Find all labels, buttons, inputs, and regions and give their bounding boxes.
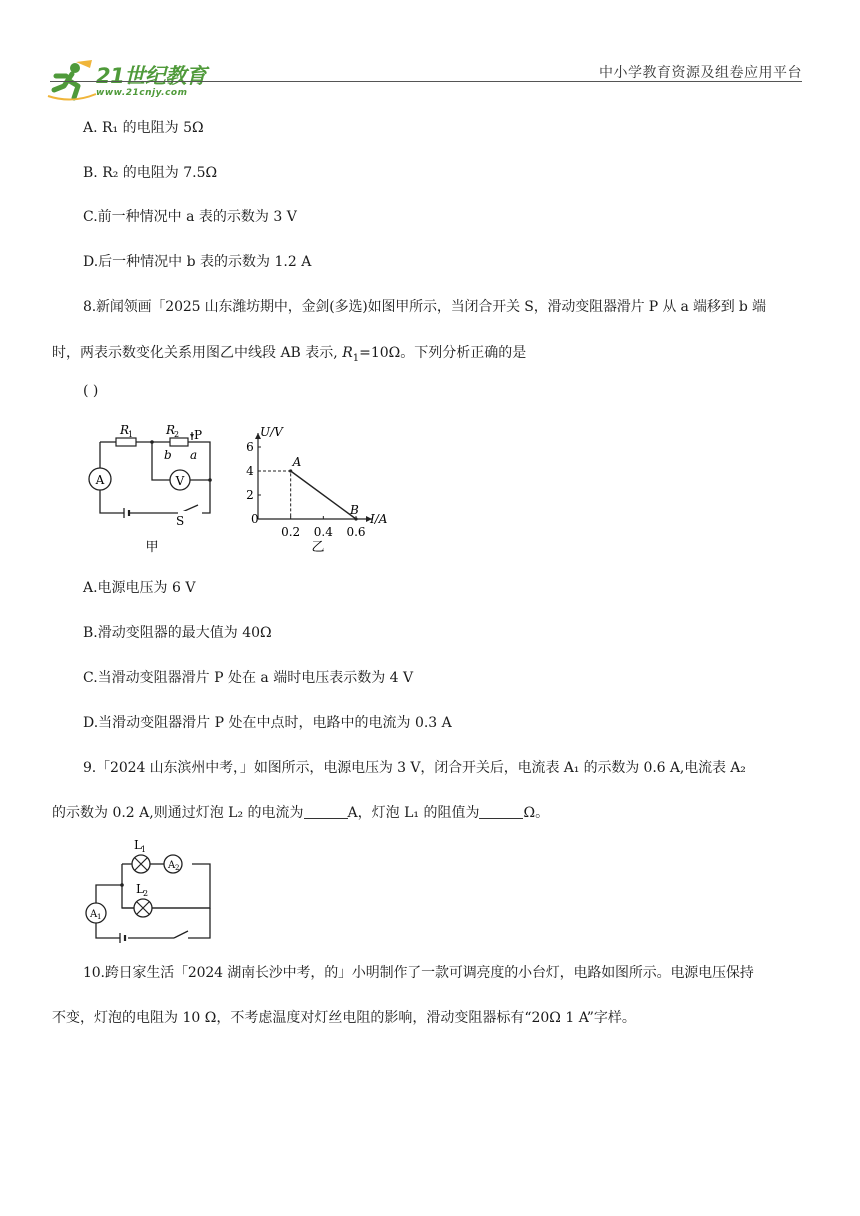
q8-stem-line1: 8.新闻领画「2025 山东潍坊期中，金剑(多选)如图甲所示，当闭合开关 S，滑动变阻器滑片 P 从 a 端移到 b 端: [83, 299, 766, 315]
lamp-l2-icon: [134, 899, 152, 917]
graph-point: [289, 469, 292, 472]
voltmeter-label: V: [175, 474, 185, 488]
q10-stem-line1: 10.跨日家生活「2024 湖南长沙中考，的」小明制作了一款可调亮度的小台灯，电路如图所示。电源电压保持: [83, 965, 754, 981]
graph-segment-ab: [291, 471, 356, 519]
l1-label: L: [134, 838, 142, 852]
q7-option-b: B. R₂ 的电阻为 7.5Ω: [83, 165, 218, 181]
q9-stem-part-c: Ω。: [523, 805, 550, 821]
q7-option-c: C.前一种情况中 a 表的示数为 3 V: [83, 209, 297, 225]
q8-option-a: A.电源电压为 6 V: [83, 580, 196, 596]
x-tick-label: 0.6: [346, 525, 366, 539]
x-tick-label: 0.4: [313, 525, 333, 539]
graph-point: [354, 517, 357, 520]
l2-label: L: [136, 882, 144, 896]
resistor-r1: [116, 438, 136, 446]
platform-name: 中小学教育资源及组卷应用平台: [599, 65, 802, 81]
battery-icon: [120, 933, 125, 943]
lamp-l1-icon: [132, 855, 150, 873]
terminal-a-label: a: [190, 448, 198, 462]
graph-xlabel: I/A: [370, 512, 388, 526]
q8-option-b: B.滑动变阻器的最大值为 40Ω: [83, 625, 272, 641]
graph-point-b-label: B: [350, 503, 359, 517]
logo-url: www.21cnjy.com: [96, 88, 188, 98]
switch-icon: [174, 931, 188, 938]
battery-icon: [124, 508, 129, 518]
r1-subscript: 1: [128, 430, 134, 439]
slider-p-label: P: [194, 428, 203, 442]
terminal-b-label: b: [164, 448, 172, 462]
diagram-caption-jia: 甲: [145, 540, 159, 555]
a1-label: A: [90, 909, 98, 920]
q8-ui-graph: [240, 418, 400, 558]
graph-ylabel: U/V: [260, 425, 283, 439]
q8-stem-line2: [52, 343, 526, 369]
q8-r1-symbol: R: [342, 345, 353, 361]
q9-stem-part-b: A，灯泡 L₁ 的阻值为: [347, 805, 480, 821]
y-tick-label: 6: [246, 440, 254, 454]
answer-blank[interactable]: [304, 804, 348, 819]
q9-stem-line1: 9.「2024 山东滨州中考，」如图所示，电源电压为 3 V，闭合开关后，电流表 A₁ 的示数为 0.6 A,电流表 A₂: [83, 760, 746, 776]
runner-logo-icon: [46, 56, 98, 104]
l2-subscript: 2: [143, 889, 149, 898]
q9-stem-line2: [52, 803, 549, 823]
y-tick-label: 2: [246, 488, 254, 502]
q8-circuit-diagram: [80, 418, 230, 558]
a1-subscript: 1: [97, 913, 102, 921]
r2-subscript: 2: [174, 430, 180, 439]
q8-option-c: C.当滑动变阻器滑片 P 处在 a 端时电压表示数为 4 V: [83, 670, 414, 686]
logo-text: 21世纪教育: [96, 64, 207, 88]
graph-point-a-label: A: [292, 455, 302, 469]
q8-option-d: D.当滑动变阻器滑片 P 处在中点时，电路中的电流为 0.3 A: [83, 715, 452, 731]
q8-stem-pre: 时，两表示数变化关系用图乙中线段 AB 表示,: [52, 345, 338, 361]
a2-label: A: [168, 860, 176, 871]
ammeter-label: A: [95, 473, 105, 487]
r1-label: R: [120, 423, 130, 437]
header-divider: [50, 81, 802, 82]
a2-subscript: 2: [175, 864, 180, 872]
q8-answer-paren: ( ): [83, 383, 99, 399]
q7-option-d: D.后一种情况中 b 表的示数为 1.2 A: [83, 254, 312, 270]
q9-circuit-diagram: [82, 835, 222, 947]
graph-dashed-guide: [258, 471, 291, 519]
r2-label: R: [166, 423, 176, 437]
x-tick-label: 0.2: [281, 525, 301, 539]
y-tick-label: 4: [246, 464, 254, 478]
switch-label: S: [176, 514, 185, 528]
q8-stem-post: =10Ω。下列分析正确的是: [359, 345, 527, 361]
diagram-caption-yi: 乙: [311, 540, 325, 555]
q10-stem-line2: 不变，灯泡的电阻为 10 Ω，不考虑温度对灯丝电阻的影响，滑动变阻器标有“20Ω 1 A”字样。: [52, 1010, 636, 1026]
l1-subscript: 1: [141, 845, 147, 854]
q8-r1-subscript: 1: [352, 352, 360, 364]
answer-blank[interactable]: [479, 804, 523, 819]
graph-origin-label: 0: [251, 512, 259, 526]
q7-option-a: A. R₁ 的电阻为 5Ω: [83, 120, 204, 136]
rheostat-r2: [170, 438, 188, 446]
q9-stem-part-a: 的示数为 0.2 A,则通过灯泡 L₂ 的电流为: [52, 805, 304, 821]
